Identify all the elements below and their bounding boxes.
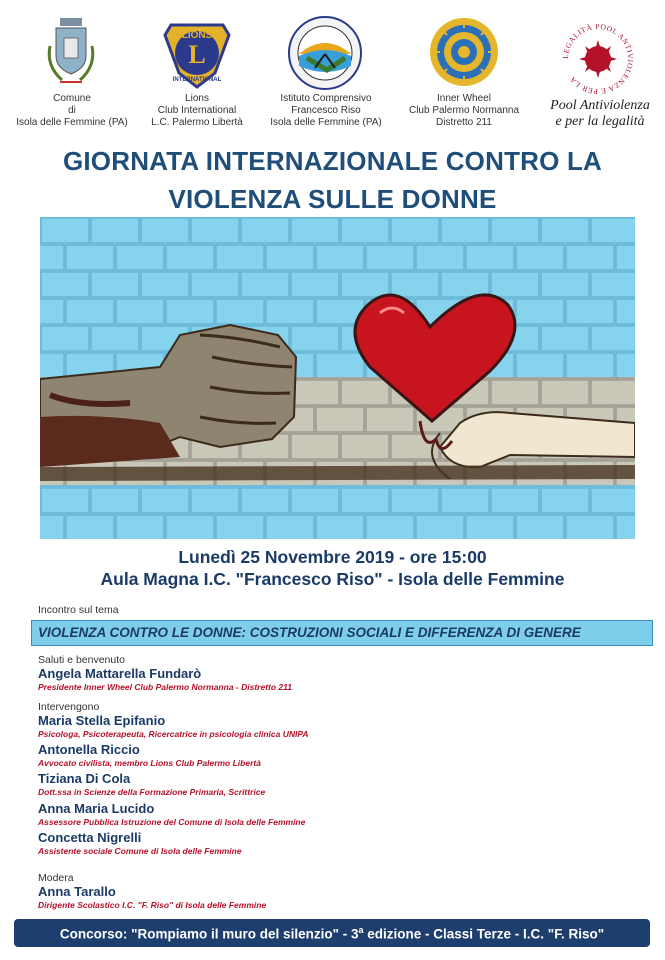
pool-emblem-icon <box>558 20 638 98</box>
speaker-role: Psicologa, Psicoterapeuta, Ricercatrice in psicologia clinica UNIPA <box>38 729 309 739</box>
pool-emblem-ring-text: LEGALITÀ POOL ANTIVIOLENZA E PER LA <box>560 21 636 97</box>
inner-wheel-emblem-icon <box>428 14 500 90</box>
contest-banner <box>14 919 650 947</box>
svg-text:L: L <box>188 40 206 69</box>
logo-row <box>0 0 665 135</box>
event-venue: Aula Magna I.C. "Francesco Riso" - Isola delle Femmine <box>100 569 565 589</box>
contest-text: Concorso: "Rompiamo il muro del silenzio" - 3$^a$ edizione - Classi Terze - I.C. "F. Riso" <box>59 925 605 942</box>
istituto-emblem-icon <box>285 14 365 92</box>
greetings-role: Presidente Inner Wheel Club Palermo Normanna - Distretto 211 <box>38 682 292 692</box>
istituto-caption: Istituto Comprensivo Francesco Riso Isola delle Femmine (PA) <box>270 93 382 128</box>
greetings-name: Angela Mattarella Fundarò <box>38 666 202 681</box>
speaker-name: Tiziana Di Cola <box>38 771 131 786</box>
speaker-role: Assistente sociale Comune di Isola delle Femmine <box>38 846 242 856</box>
lions-emblem-title: LIONS <box>181 30 213 41</box>
moderator-label: Modera <box>38 872 74 884</box>
speaker-name: Antonella Riccio <box>38 742 140 757</box>
theme-text: VIOLENZA CONTRO LE DONNE: COSTRUZIONI SOCIALI E DIFFERENZA DI GENERE <box>38 625 581 640</box>
speaker-role: Dott.ssa in Scienze della Formazione Primaria, Scrittrice <box>38 787 266 797</box>
lions-emblem-icon <box>155 15 239 91</box>
comune-caption: Comune di Isola delle Femmine (PA) <box>16 93 128 128</box>
page-title-line-1: GIORNATA INTERNAZIONALE CONTRO LA <box>62 146 603 176</box>
speaker-name: Concetta Nigrelli <box>38 830 142 845</box>
theme-label: Incontro sul tema <box>38 604 119 616</box>
page-title-line-2: VIOLENZA SULLE DONNE <box>168 184 497 214</box>
speaker-name: Maria Stella Epifanio <box>38 713 166 728</box>
lions-caption: Lions Club International L.C. Palermo Libertà <box>151 93 243 128</box>
speaker-role: Assessore Pubblica Istruzione del Comune di Isola delle Femmine <box>38 817 306 827</box>
comune-crest-icon <box>42 16 100 90</box>
speaker-name: Anna Maria Lucido <box>38 801 155 816</box>
moderator-name: Anna Tarallo <box>38 884 116 899</box>
lions-emblem-sub: INTERNATIONAL <box>172 77 222 83</box>
brick-wall-illustration <box>40 217 635 539</box>
speaker-role: Avvocato civilista, membro Lions Club Palermo Libertà <box>38 758 261 768</box>
pool-caption: Pool Antiviolenza e per la legalità <box>550 98 650 129</box>
event-date: Lunedì 25 Novembre 2019 - ore 15:00 <box>178 547 487 567</box>
inner-wheel-caption: Inner Wheel Club Palermo Normanna Distretto 211 <box>408 93 520 128</box>
greetings-label: Saluti e benvenuto <box>38 654 125 666</box>
moderator-role: Dirigente Scolastico I.C. "F. Riso" di Isola delle Femmine <box>38 900 267 910</box>
theme-banner <box>31 620 653 646</box>
speakers-label: Intervengono <box>38 701 100 713</box>
